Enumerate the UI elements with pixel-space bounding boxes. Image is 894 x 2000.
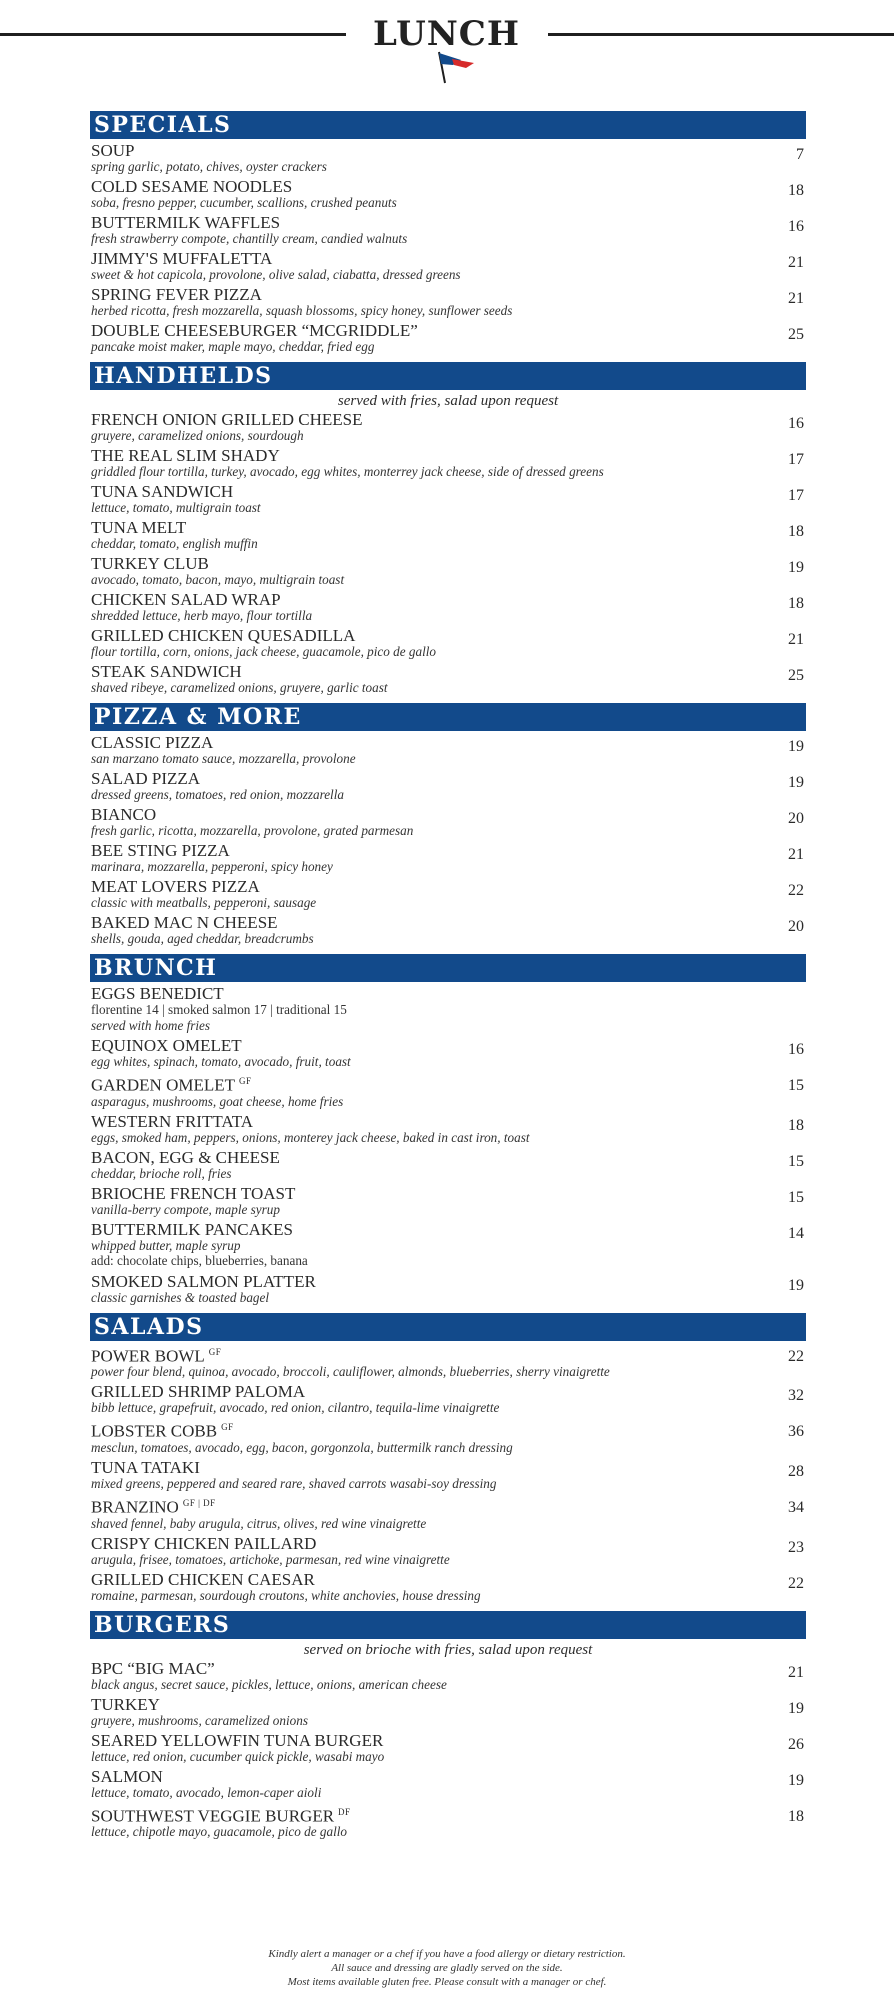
item-name-text: SALAD PIZZA: [91, 769, 201, 788]
section-heading: BURGERS: [90, 1611, 806, 1639]
item-name-text: GRILLED CHICKEN CAESAR: [91, 1569, 315, 1589]
menu-item-text: [90, 734, 356, 766]
item-name-text: SPRING FEVER PIZZA: [91, 285, 262, 304]
item-price: 15: [788, 1152, 804, 1170]
item-name: [91, 591, 312, 608]
item-name: [91, 250, 461, 267]
menu-item: [90, 1185, 806, 1217]
item-name: [91, 1419, 513, 1440]
menu-item-text: [90, 483, 261, 515]
item-description: san marzano tomato sauce, mozzarella, provolone: [91, 751, 356, 766]
item-description: griddled flour tortilla, turkey, avocado, egg whites, monterrey jack cheese, side of dressed greens: [91, 464, 604, 479]
item-name: [91, 734, 356, 751]
menu-item-text: [90, 914, 314, 946]
item-name: [91, 914, 314, 931]
menu-item-text: [90, 1185, 295, 1217]
item-description: served with home fries: [91, 1018, 211, 1033]
menu-item: [90, 519, 806, 551]
item-name: [91, 1344, 610, 1365]
item-name-text: BUTTERMILK WAFFLES: [91, 213, 281, 232]
item-price: 19: [788, 559, 804, 576]
menu-item: [90, 734, 806, 766]
item-options: florentine 14 | smoked salmon 17 | traditional 15: [91, 1002, 347, 1017]
section-heading: SPECIALS: [90, 111, 806, 139]
section-pizza-more: [90, 703, 806, 946]
item-description: marinara, mozzarella, pepperoni, spicy honey: [91, 859, 333, 874]
item-name-text: THE REAL SLIM SHADY: [91, 446, 280, 465]
menu-item: [90, 1535, 806, 1567]
item-price: 20: [788, 918, 804, 935]
item-name-text: DOUBLE CHEESEBURGER “MCGRIDDLE”: [91, 321, 418, 340]
item-name: [91, 1221, 308, 1238]
item-name: [91, 322, 418, 339]
item-name: [91, 411, 363, 428]
header-rule-left: [0, 33, 346, 36]
menu-item-text: [90, 985, 347, 1033]
item-price: 17: [788, 487, 804, 504]
item-name: [91, 842, 333, 859]
item-name-text: BAKED MAC N CHEESE: [91, 913, 278, 932]
item-description: romaine, parmesan, sourdough croutons, white anchovies, house dressing: [91, 1587, 481, 1603]
menu-item-text: [90, 1535, 450, 1567]
item-description: fresh garlic, ricotta, mozzarella, provolone, grated parmesan: [91, 823, 414, 838]
menu-item-text: [90, 286, 512, 318]
menu-item: [90, 214, 806, 246]
item-name: [91, 985, 347, 1002]
section-subtitle: served on brioche with fries, salad upon request: [303, 1641, 593, 1658]
item-name-text: SALMON: [91, 1766, 163, 1786]
menu-item: [90, 1419, 806, 1455]
item-price: 21: [788, 254, 804, 271]
menu-item: [90, 322, 806, 354]
menu-item-text: [90, 663, 388, 695]
footer-line: Most items available gluten free. Please consult with a manager or chef.: [287, 1976, 607, 1988]
item-description: shells, gouda, aged cheddar, breadcrumbs: [91, 931, 314, 946]
item-price: 22: [788, 1574, 804, 1592]
item-description: avocado, tomato, bacon, mayo, multigrain toast: [91, 572, 345, 587]
pennant-flag-icon: [430, 50, 476, 84]
item-name: [91, 1696, 308, 1713]
item-name: [91, 1149, 280, 1166]
item-description: classic garnishes & toasted bagel: [91, 1289, 270, 1305]
menu-item: [90, 1696, 806, 1728]
menu-item-text: [90, 142, 327, 174]
menu-item-text: [90, 447, 604, 479]
item-description: lettuce, chipotle mayo, guacamole, pico de gallo: [91, 1824, 347, 1840]
item-price: 21: [788, 1663, 804, 1681]
dietary-tag: DF: [338, 1806, 351, 1817]
item-price: 14: [788, 1224, 804, 1242]
menu-item: [90, 1732, 806, 1764]
menu-item: [90, 1273, 806, 1305]
menu-item: [90, 591, 806, 623]
item-name: [91, 878, 316, 895]
item-price: 32: [788, 1387, 804, 1405]
menu-item-text: [90, 555, 344, 587]
item-price: 19: [788, 774, 804, 791]
item-name: [91, 1768, 321, 1785]
menu-item: [90, 447, 806, 479]
section-heading: BRUNCH: [90, 954, 806, 982]
item-price: 17: [788, 451, 804, 468]
menu-item-text: [90, 1732, 384, 1764]
menu-item-text: [90, 250, 461, 282]
menu-item-text: [90, 1344, 610, 1380]
menu-content: [90, 111, 806, 1847]
menu-header: [0, 0, 894, 100]
item-price: 15: [788, 1077, 804, 1094]
item-name: [91, 1571, 481, 1588]
item-price: 36: [788, 1423, 804, 1441]
menu-item-text: [90, 214, 407, 246]
item-description: vanilla-berry compote, maple syrup: [91, 1201, 280, 1217]
item-description: soba, fresno pepper, cucumber, scallions, crushed peanuts: [91, 195, 397, 210]
footer-line: All sauce and dressing are gladly served on the side.: [331, 1962, 563, 1974]
menu-item-text: [90, 1113, 530, 1145]
item-name-text: EQUINOX OMELET: [91, 1036, 242, 1055]
item-name: [91, 663, 388, 680]
item-name-text: COLD SESAME NOODLES: [91, 177, 293, 196]
menu-item-text: [90, 178, 397, 210]
item-price: 22: [788, 1347, 804, 1365]
section-heading: PIZZA & MORE: [90, 703, 806, 731]
item-description: dressed greens, tomatoes, red onion, mozzarella: [91, 787, 344, 802]
item-name: [91, 1185, 295, 1202]
item-description: egg whites, spinach, tomato, avocado, fruit, toast: [91, 1054, 351, 1069]
menu-item: [90, 250, 806, 282]
item-description: shaved fennel, baby arugula, citrus, olives, red wine vinaigrette: [91, 1515, 427, 1531]
menu-item-text: [90, 1273, 316, 1305]
menu-item: [90, 842, 806, 874]
menu-item: [90, 1073, 806, 1109]
header-rule-right: [548, 33, 894, 36]
item-name-text: FRENCH ONION GRILLED CHEESE: [91, 410, 363, 429]
item-description: lettuce, tomato, multigrain toast: [91, 500, 261, 515]
menu-item: [90, 411, 806, 443]
menu-item-text: [90, 1221, 308, 1269]
section-salads: [90, 1313, 806, 1603]
item-name: [91, 1495, 426, 1516]
section-handhelds: [90, 362, 806, 695]
dietary-tag: GF | DF: [182, 1497, 216, 1508]
item-price: 18: [788, 1807, 804, 1825]
item-name: [91, 286, 512, 303]
item-description: power four blend, quinoa, avocado, broccoli, cauliflower, almonds, blueberries, sherry vinaigrette: [91, 1364, 610, 1380]
item-description: pancake moist maker, maple mayo, cheddar, fried egg: [91, 339, 375, 354]
menu-item: [90, 1495, 806, 1531]
item-name-text: STEAK SANDWICH: [91, 662, 242, 681]
item-name-text: JIMMY'S MUFFALETTA: [91, 249, 273, 268]
menu-item: [90, 1768, 806, 1800]
menu-item: [90, 1221, 806, 1269]
section-subtitle: served with fries, salad upon request: [337, 393, 559, 409]
item-name: [91, 178, 397, 195]
item-name-text: GRILLED CHICKEN QUESADILLA: [91, 626, 356, 645]
section-heading: SALADS: [90, 1313, 806, 1341]
menu-item: [90, 914, 806, 946]
menu-item: [90, 1459, 806, 1491]
menu-title: LUNCH: [373, 14, 520, 54]
item-price: 18: [788, 1116, 804, 1134]
item-price: 16: [788, 218, 804, 235]
item-name: [91, 447, 604, 464]
item-price: 21: [788, 290, 804, 307]
menu-item-text: [90, 411, 363, 443]
item-price: 15: [788, 1188, 804, 1206]
menu-item-text: [90, 770, 344, 802]
item-description: gruyere, mushrooms, caramelized onions: [91, 1712, 308, 1728]
menu-item: [90, 1037, 806, 1069]
menu-item: [90, 286, 806, 318]
item-name-text: BPC “BIG MAC”: [91, 1658, 215, 1678]
item-name-text: BIANCO: [91, 805, 157, 824]
item-description: classic with meatballs, pepperoni, sausage: [91, 895, 317, 910]
item-name: [91, 1037, 351, 1054]
item-name: [91, 1073, 343, 1094]
menu-item: [90, 142, 806, 174]
item-description: bibb lettuce, grapefruit, avocado, red onion, cilantro, tequila-lime vinaigrette: [91, 1400, 500, 1416]
item-description: shredded lettuce, herb mayo, flour tortilla: [91, 608, 313, 623]
footer-line: Kindly alert a manager or a chef if you have a food allergy or dietary restriction.: [268, 1948, 626, 1960]
item-price: 16: [788, 1041, 804, 1058]
item-price: 25: [788, 667, 804, 684]
item-price: 26: [788, 1735, 804, 1753]
item-name-text: CRISPY CHICKEN PAILLARD: [91, 1533, 317, 1553]
section-specials: [90, 111, 806, 354]
item-name-text: BRANZINO: [91, 1497, 179, 1517]
menu-item: [90, 1113, 806, 1145]
menu-item: [90, 178, 806, 210]
item-name-text: CLASSIC PIZZA: [91, 733, 214, 752]
menu-item-text: [90, 1660, 447, 1692]
item-price: 20: [788, 810, 804, 827]
item-name: [91, 806, 413, 823]
item-description: sweet & hot capicola, provolone, olive salad, ciabatta, dressed greens: [91, 267, 461, 282]
dietary-tag: GF: [208, 1346, 222, 1357]
item-addons: add: chocolate chips, blueberries, banana: [91, 1252, 308, 1268]
item-name: [91, 142, 327, 159]
item-name: [91, 1804, 351, 1825]
item-name-text: BUTTERMILK PANCAKES: [91, 1219, 293, 1239]
item-name-text: EGGS BENEDICT: [91, 984, 224, 1003]
item-name-text: POWER BOWL: [91, 1346, 205, 1366]
menu-item-text: [90, 1571, 481, 1603]
menu-item-text: [90, 1804, 351, 1840]
item-name-text: MEAT LOVERS PIZZA: [91, 877, 260, 896]
menu-item: [90, 1344, 806, 1380]
item-name: [91, 1273, 316, 1290]
menu-item: [90, 1660, 806, 1692]
menu-item: [90, 878, 806, 910]
item-name-text: BRIOCHE FRENCH TOAST: [91, 1183, 296, 1203]
item-name-text: SOUTHWEST VEGGIE BURGER: [91, 1806, 335, 1826]
menu-item: [90, 1383, 806, 1415]
item-price: 7: [796, 146, 804, 163]
item-name-text: LOBSTER COBB: [91, 1421, 218, 1441]
menu-item-text: [90, 1459, 496, 1491]
item-description: asparagus, mushrooms, goat cheese, home fries: [91, 1093, 344, 1109]
menu-item-text: [90, 322, 418, 354]
menu-item-text: [90, 1073, 343, 1109]
menu-item-text: [90, 1768, 321, 1800]
item-description: arugula, frisee, tomatoes, artichoke, parmesan, red wine vinaigrette: [91, 1551, 450, 1567]
item-name-text: SEARED YELLOWFIN TUNA BURGER: [91, 1730, 384, 1750]
section-heading: HANDHELDS: [90, 362, 806, 390]
item-price: 19: [788, 738, 804, 755]
section-burgers: [90, 1611, 806, 1840]
item-price: 21: [788, 631, 804, 648]
menu-item: [90, 663, 806, 695]
menu-item: [90, 985, 806, 1033]
item-name: [91, 555, 344, 572]
item-name-text: TUNA MELT: [91, 518, 187, 537]
item-name-text: GARDEN OMELET: [91, 1075, 236, 1095]
item-price: 25: [788, 326, 804, 343]
item-name: [91, 1660, 447, 1677]
item-description: lettuce, tomato, avocado, lemon-caper aioli: [91, 1784, 322, 1800]
item-description: spring garlic, potato, chives, oyster crackers: [91, 159, 327, 174]
item-description: whipped butter, maple syrup: [91, 1237, 241, 1253]
item-description: lettuce, red onion, cucumber quick pickle, wasabi mayo: [91, 1748, 385, 1764]
item-price: 19: [788, 1771, 804, 1789]
menu-item-text: [90, 1149, 280, 1181]
item-description: eggs, smoked ham, peppers, onions, monterey jack cheese, baked in cast iron, toast: [91, 1129, 530, 1145]
menu-item-text: [90, 1383, 499, 1415]
item-description: shaved ribeye, caramelized onions, gruyere, garlic toast: [91, 680, 388, 695]
menu-item-text: [90, 806, 413, 838]
menu-item-text: [90, 1495, 426, 1531]
item-name: [91, 627, 436, 644]
menu-item: [90, 1804, 806, 1840]
item-description: cheddar, brioche roll, fries: [91, 1165, 232, 1181]
item-name: [91, 1459, 496, 1476]
menu-item-text: [90, 627, 436, 659]
item-price: 28: [788, 1462, 804, 1480]
menu-item: [90, 555, 806, 587]
menu-item-text: [90, 878, 316, 910]
item-price: 21: [788, 846, 804, 863]
section-brunch: [90, 954, 806, 1305]
item-name-text: GRILLED SHRIMP PALOMA: [91, 1382, 306, 1402]
item-name-text: BEE STING PIZZA: [91, 841, 230, 860]
item-name: [91, 1383, 499, 1400]
item-name: [91, 770, 344, 787]
item-price: 22: [788, 882, 804, 899]
menu-item: [90, 1571, 806, 1603]
item-name-text: BACON, EGG & CHEESE: [91, 1147, 280, 1167]
item-name-text: TURKEY CLUB: [91, 554, 209, 573]
item-name-text: WESTERN FRITTATA: [91, 1111, 254, 1131]
item-name: [91, 1113, 530, 1130]
item-price: 19: [788, 1699, 804, 1717]
menu-item-text: [90, 1696, 308, 1728]
menu-item: [90, 806, 806, 838]
item-description: black angus, secret sauce, pickles, lettuce, onions, american cheese: [91, 1676, 447, 1692]
item-description: mesclun, tomatoes, avocado, egg, bacon, gorgonzola, buttermilk ranch dressing: [91, 1439, 513, 1455]
item-price: 19: [788, 1276, 804, 1294]
item-description: herbed ricotta, fresh mozzarella, squash blossoms, spicy honey, sunflower seeds: [91, 303, 513, 318]
menu-item-text: [90, 1037, 351, 1069]
item-price: [804, 985, 806, 989]
item-name: [91, 1732, 384, 1749]
menu-item: [90, 627, 806, 659]
item-name: [91, 1535, 450, 1552]
item-name: [91, 214, 407, 231]
menu-item: [90, 483, 806, 515]
allergy-footer: [0, 1947, 894, 1989]
item-price: 18: [788, 523, 804, 540]
item-name-text: SOUP: [91, 141, 135, 160]
item-price: 18: [788, 595, 804, 612]
menu-item-text: [90, 1419, 513, 1455]
item-price: 23: [788, 1538, 804, 1556]
dietary-tag: GF: [221, 1422, 234, 1433]
item-price: 16: [788, 415, 804, 432]
item-description: flour tortilla, corn, onions, jack cheese, guacamole, pico de gallo: [91, 644, 437, 659]
menu-item-text: [90, 842, 333, 874]
item-description: gruyere, caramelized onions, sourdough: [91, 428, 304, 443]
item-name: [91, 483, 261, 500]
item-name-text: TURKEY: [91, 1694, 160, 1714]
item-price: 34: [788, 1498, 804, 1516]
menu-item-text: [90, 591, 312, 623]
menu-item: [90, 1149, 806, 1181]
item-name-text: SMOKED SALMON PLATTER: [91, 1271, 316, 1291]
item-name-text: TUNA SANDWICH: [91, 482, 234, 501]
menu-item: [90, 770, 806, 802]
menu-item-text: [90, 519, 258, 551]
dietary-tag: GF: [239, 1076, 252, 1086]
item-price: 18: [788, 182, 804, 199]
item-name-text: TUNA TATAKI: [91, 1457, 200, 1477]
item-name: [91, 519, 258, 536]
item-description: mixed greens, peppered and seared rare, shaved carrots wasabi-soy dressing: [91, 1475, 497, 1491]
item-name-text: CHICKEN SALAD WRAP: [91, 590, 281, 609]
item-description: cheddar, tomato, english muffin: [91, 536, 258, 551]
item-description: fresh strawberry compote, chantilly cream, candied walnuts: [91, 231, 408, 246]
